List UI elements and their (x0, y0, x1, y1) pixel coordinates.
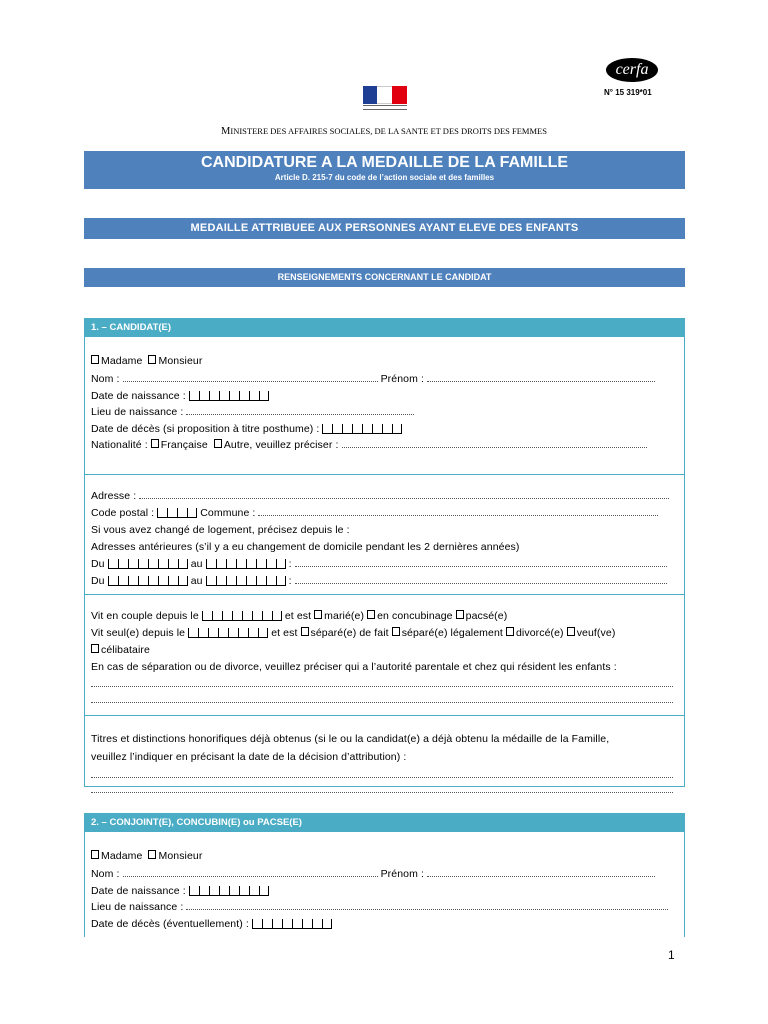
nom-field[interactable] (123, 372, 378, 382)
concubinage-label: en concubinage (377, 610, 453, 622)
nationalite-field[interactable] (342, 438, 647, 448)
adresse-label: Adresse : (91, 490, 137, 502)
republique-francaise-logo (363, 86, 407, 110)
adresses-anterieures-text: Adresses antérieures (s’il y a eu changement de domicile pendant les 2 dernières années) (91, 541, 520, 553)
lieu-naissance-field[interactable] (186, 900, 668, 910)
adresse-row (91, 489, 669, 503)
monsieur-checkbox[interactable] (148, 850, 156, 859)
divorce-label: divorcé(e) (515, 627, 564, 639)
separation-text: En cas de séparation ou de divorce, veuillez préciser qui a l’autorité parentale et chez qui résident les enfants : (91, 661, 617, 673)
identity-block (85, 337, 684, 474)
titres-block (85, 715, 684, 788)
separe-legal-label: séparé(e) légalement (401, 627, 503, 639)
nom-label: Nom : (91, 868, 120, 880)
au-date-field[interactable] (206, 559, 286, 569)
civility-row (91, 849, 202, 863)
situation-block (85, 594, 684, 715)
autre-checkbox[interactable] (214, 439, 222, 448)
au-label: au (190, 558, 203, 570)
adresse-anterieure-row (91, 574, 667, 588)
code-postal-label: Code postal : (91, 507, 155, 519)
pacse-checkbox[interactable] (456, 610, 464, 619)
address-block (85, 474, 684, 594)
nom-label: Nom : (91, 373, 120, 385)
monsieur-checkbox[interactable] (148, 355, 156, 364)
colon-label: : (288, 575, 292, 587)
couple-row (91, 609, 507, 623)
date-deces-field[interactable] (322, 424, 402, 434)
page-number: 1 (668, 948, 675, 962)
madame-label: Madame (101, 850, 143, 862)
veuf-label: veuf(ve) (576, 627, 616, 639)
francaise-label: Française (160, 439, 208, 451)
couple-label: Vit en couple depuis le (91, 610, 199, 622)
separe-fait-label: séparé(e) de fait (310, 627, 389, 639)
date-naissance-field[interactable] (189, 886, 269, 896)
madame-label: Madame (101, 355, 143, 367)
et-est-label: et est (271, 627, 298, 639)
separation-field[interactable] (91, 685, 673, 687)
du-date-field[interactable] (108, 559, 188, 569)
prenom-field[interactable] (427, 372, 655, 382)
du-label: Du (91, 558, 105, 570)
divorce-checkbox[interactable] (506, 627, 514, 636)
date-naissance-label: Date de naissance : (91, 390, 186, 402)
colon-label: : (288, 558, 292, 570)
civility-row (91, 354, 202, 368)
date-deces-label: Date de décès (si proposition à titre posthume) : (91, 423, 320, 435)
marie-checkbox[interactable] (314, 610, 322, 619)
form-subtitle: Article D. 215-7 du code de l’action sociale et des familles (274, 173, 495, 182)
code-postal-row (91, 506, 658, 520)
veuf-checkbox[interactable] (567, 627, 575, 636)
changement-text: Si vous avez changé de logement, précisez depuis le : (91, 524, 350, 536)
section-title: 1. – CANDIDAT(E) (85, 319, 684, 337)
celibataire-checkbox[interactable] (91, 644, 99, 653)
date-naissance-row (91, 884, 269, 898)
ministry-text: INISTERE DES AFFAIRES SOCIALES, DE LA SANTE ET DES DROITS DES FEMMES (230, 126, 547, 136)
francaise-checkbox[interactable] (151, 439, 159, 448)
adresse-anterieure-field[interactable] (295, 557, 667, 567)
cerfa-logo: cerfa (606, 58, 658, 82)
nationalite-label: Nationalité : (91, 439, 148, 451)
adresse-field[interactable] (139, 489, 669, 499)
celibataire-row (91, 643, 150, 657)
nom-row (91, 372, 655, 386)
separe-legal-checkbox[interactable] (392, 627, 400, 636)
medal-banner: MEDAILLE ATTRIBUEE AUX PERSONNES AYANT ELEVE DES ENFANTS (84, 218, 685, 239)
cerfa-number: N° 15 319*01 (604, 88, 652, 97)
section-conjoint (84, 813, 685, 937)
madame-checkbox[interactable] (91, 850, 99, 859)
conjoint-block (85, 832, 684, 936)
nom-row (91, 867, 655, 881)
adresse-anterieure-field[interactable] (295, 574, 667, 584)
date-naissance-label: Date de naissance : (91, 885, 186, 897)
date-deces-field[interactable] (252, 919, 332, 929)
prenom-label: Prénom : (380, 868, 424, 880)
adresse-anterieure-row (91, 557, 667, 571)
date-deces-label: Date de décès (éventuellement) : (91, 918, 249, 930)
et-est-label: et est (284, 610, 312, 622)
seul-date-field[interactable] (188, 628, 268, 638)
lieu-naissance-label: Lieu de naissance : (91, 406, 184, 418)
date-deces-row (91, 422, 402, 436)
couple-date-field[interactable] (202, 611, 282, 621)
du-date-field[interactable] (108, 576, 188, 586)
date-naissance-field[interactable] (189, 391, 269, 401)
commune-field[interactable] (258, 506, 658, 516)
lieu-naissance-field[interactable] (186, 405, 414, 415)
lieu-naissance-label: Lieu de naissance : (91, 901, 184, 913)
section-title: 2. – CONJOINT(E), CONCUBIN(E) ou PACSE(E) (85, 814, 684, 832)
date-naissance-row (91, 389, 269, 403)
seul-label: Vit seul(e) depuis le (91, 627, 186, 639)
lieu-naissance-row (91, 900, 668, 914)
monsieur-label: Monsieur (158, 355, 203, 367)
madame-checkbox[interactable] (91, 355, 99, 364)
monsieur-label: Monsieur (158, 850, 203, 862)
celibataire-label: célibataire (101, 644, 150, 656)
concubinage-checkbox[interactable] (367, 610, 375, 619)
autre-label: Autre, veuillez préciser : (223, 439, 339, 451)
prenom-label: Prénom : (380, 373, 424, 385)
ministry-initial: M (221, 126, 231, 137)
pacse-label: pacsé(e) (465, 610, 508, 622)
separation-field[interactable] (91, 701, 673, 703)
commune-label: Commune : (200, 507, 256, 519)
separe-fait-checkbox[interactable] (301, 627, 309, 636)
titres-text-2: veuillez l’indiquer en précisant la date de la décision d’attribution) : (91, 751, 407, 763)
nom-field[interactable] (123, 867, 378, 877)
info-banner: RENSEIGNEMENTS CONCERNANT LE CANDIDAT (84, 268, 685, 287)
seul-row (91, 626, 615, 640)
nationalite-row (91, 438, 647, 452)
title-banner (84, 151, 685, 189)
au-date-field[interactable] (206, 576, 286, 586)
ministry-name (0, 126, 768, 137)
prenom-field[interactable] (427, 867, 655, 877)
lieu-naissance-row (91, 405, 414, 419)
titres-field[interactable] (91, 776, 673, 778)
date-deces-row (91, 917, 332, 931)
au-label: au (190, 575, 203, 587)
du-label: Du (91, 575, 105, 587)
marie-label: marié(e) (324, 610, 365, 622)
section-candidat (84, 318, 685, 787)
titres-text-1: Titres et distinctions honorifiques déjà obtenus (si le ou la candidat(e) a déjà obtenu la médaille de la Famille, (91, 733, 610, 745)
code-postal-field[interactable] (157, 508, 197, 518)
titres-field[interactable] (91, 791, 673, 793)
form-title: CANDIDATURE A LA MEDAILLE DE LA FAMILLE (200, 154, 569, 171)
